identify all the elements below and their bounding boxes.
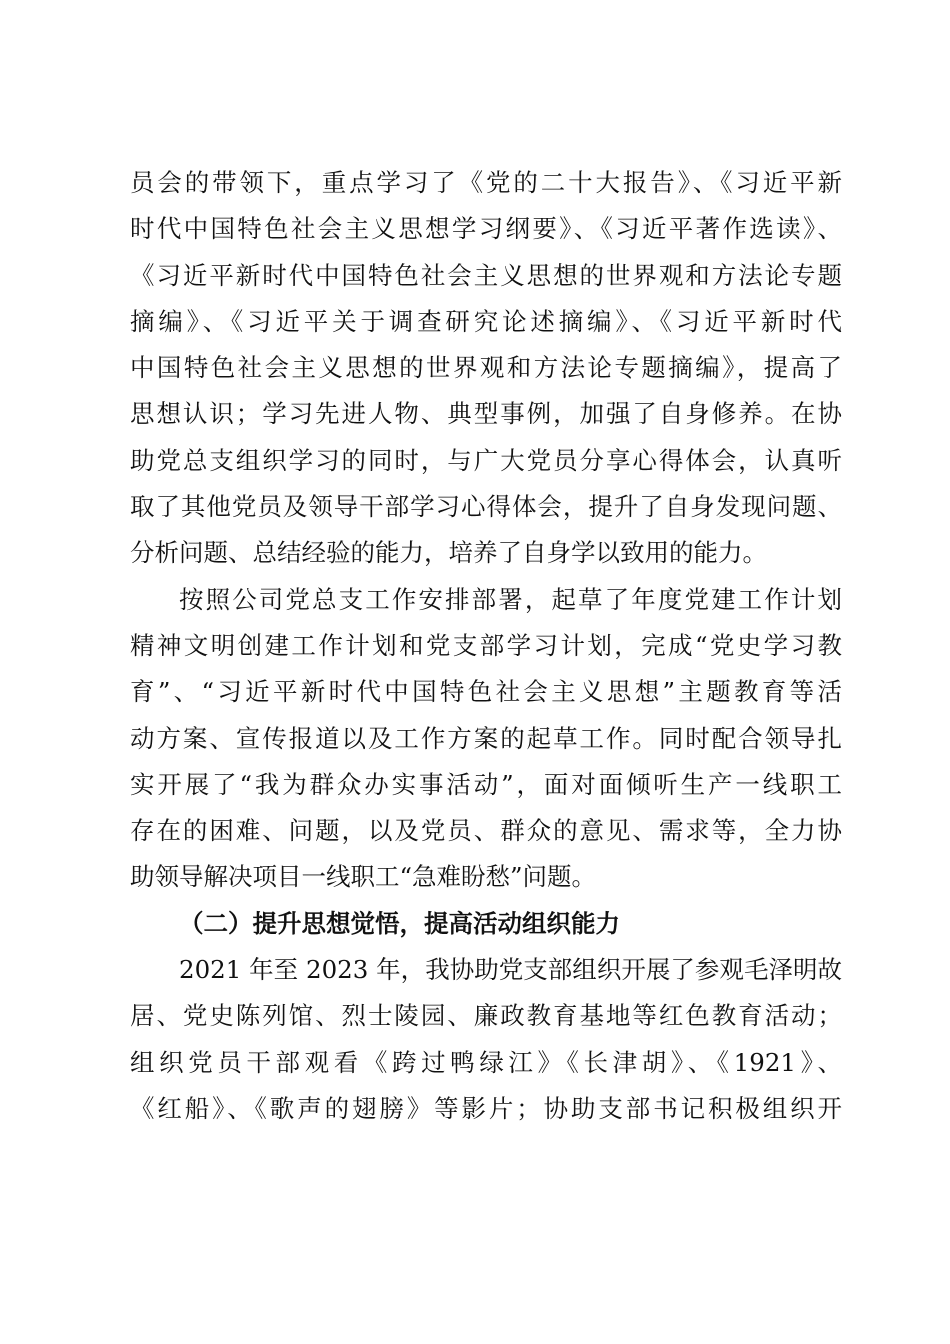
paragraph-2-line-3: 育”、“习近平新时代中国特色社会主义思想”主题教育等活 bbox=[130, 677, 842, 707]
paragraph-1-line-8: 取了其他党员及领导干部学习心得体会，提升了自身发现问题、 bbox=[130, 492, 842, 522]
paragraph-2-line-7: 助领导解决项目一线职工“急难盼愁”问题。 bbox=[130, 862, 597, 892]
paragraph-1-line-2: 时代中国特色社会主义思想学习纲要》、《习近平著作选读》、 bbox=[130, 214, 842, 244]
paragraph-1-line-3: 《习近平新时代中国特色社会主义思想的世界观和方法论专题 bbox=[130, 260, 842, 290]
paragraph-1-line-6: 思想认识；学习先进人物、典型事例，加强了自身修养。在协 bbox=[130, 399, 842, 429]
paragraph-1-line-5: 中国特色社会主义思想的世界观和方法论专题摘编》，提高了 bbox=[130, 353, 842, 383]
paragraph-1-line-1: 员会的带领下，重点学习了《党的二十大报告》、《习近平新 bbox=[130, 168, 842, 197]
paragraph-2-line-1: 按照公司党总支工作安排部署，起草了年度党建工作计划 bbox=[179, 584, 842, 614]
section-heading: （二）提升思想觉悟，提高活动组织能力 bbox=[179, 908, 620, 938]
paragraph-2-line-2: 精神文明创建工作计划和党支部学习计划，完成“党史学习教 bbox=[130, 630, 842, 660]
paragraph-1-line-7: 助党总支组织学习的同时，与广大党员分享心得体会，认真听 bbox=[130, 445, 842, 475]
paragraph-1-line-4: 摘编》、《习近平关于调查研究论述摘编》、《习近平新时代 bbox=[130, 306, 842, 336]
paragraph-3-line-4: 《红船》、《歌声的翅膀》等影片；协助支部书记积极组织开 bbox=[130, 1093, 842, 1123]
paragraph-3-line-1: 2021 年至 2023 年，我协助党支部组织开展了参观毛泽明故 bbox=[179, 955, 842, 985]
paragraph-2-line-5: 实开展了“我为群众办实事活动”，面对面倾听生产一线职工 bbox=[130, 769, 842, 799]
paragraph-3-line-2: 居、党史陈列馆、烈士陵园、廉政教育基地等红色教育活动； bbox=[130, 1001, 842, 1031]
paragraph-3-line-3: 组织党员干部观看《跨过鸭绿江》《长津胡》、《1921》、 bbox=[130, 1047, 842, 1077]
paragraph-2-line-4: 动方案、宣传报道以及工作方案的起草工作。同时配合领导扎 bbox=[130, 723, 842, 753]
paragraph-1-line-9: 分析问题、总结经验的能力，培养了自身学以致用的能力。 bbox=[130, 538, 767, 568]
document-body bbox=[130, 160, 842, 1132]
paragraph-2-line-6: 存在的困难、问题，以及党员、群众的意见、需求等，全力协 bbox=[130, 816, 842, 846]
